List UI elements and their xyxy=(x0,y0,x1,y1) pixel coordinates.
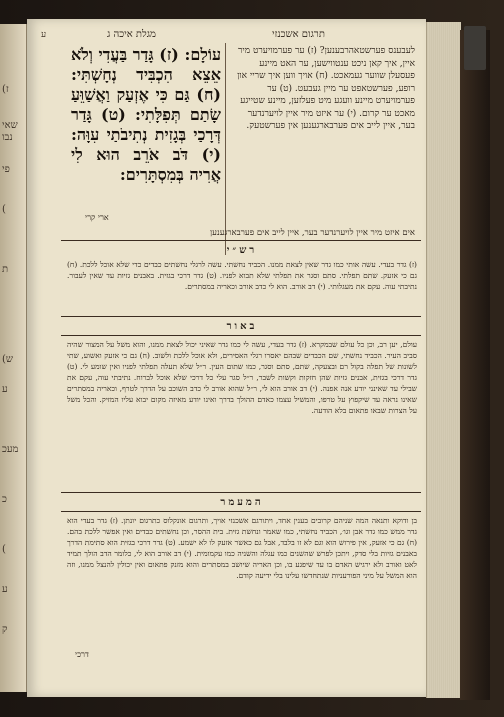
left-fragment: ק xyxy=(2,624,8,635)
left-fragment: ( xyxy=(2,544,6,555)
left-fragment: ת xyxy=(2,264,9,275)
rule xyxy=(61,335,421,336)
running-head-right: תרגום אשכנזי xyxy=(272,29,325,40)
verse-text: עוֹלָם: (ז) גָּדַר בַּעֲדִי וְלֹא אֵצֵא הִכְבִּיד נְחָשְׁתִּי: (ח) גַּם כִּי אֶזְעַק וַאֲשַׁוֵּעַ שָׂתַם תְּפִלָּתִי: (ט) גָּדַר דְּרָכַי בְּגָזִית נְתִיבֹתַי עִוָּה: (י) דֹּב אֹרֵב הוּא לִי אֲרִיה בְּמִסְתָּרִים: xyxy=(71,45,221,184)
targum-text: לעבענס פערשטאהרבענען? (ז) ער פערמויערט מיר איין, איך קאן ניכט ענטווישען, ער האט מיינע פעסעלן שווער געמאכט. (ח) אויך ווען איך שריי און רופע, פערשטאפט ער מיין געבעט. (ט) ער פערמויערט מיינע וועגע מיט פעלזען, מיינע שטייגע מאכט ער קרום. (י) ער איזט מיר איין לויערנדער בער, איין לייב אים פערבארגענען אין פערשטעק. xyxy=(237,46,415,131)
rashi-title: רש״י xyxy=(226,245,258,256)
left-fragment: ע xyxy=(2,384,8,395)
left-fragment: מעכ xyxy=(2,444,19,455)
left-fragment: נבו xyxy=(2,132,13,143)
catchword: דרכי xyxy=(75,650,89,659)
left-fragment: פי xyxy=(2,164,10,175)
rashi-text: (ז) גדר בעדי. עשה אותי כמו גדר שאין לצאת ממנו. הכביד נחשתי. עשה לרגלי נחשתים כבדים כדי שלא אוכל ללכת. (ח) גם כי אזעק. שתם תפלתי. סתם וסגר את תפלתי שלא תבוא לפניו. (ט) גדר דרכי בגזית. באבנים גזיות עד שאין לעבור. נתיבתי עוה. עקם את מעגלותי. (י) דב אורב. הוא לי כדב אורב וכאריה במסתרים. xyxy=(67,260,417,291)
hameamer-title: המעמר xyxy=(220,497,264,508)
hameamer-text: בן ודוקא ותנאה המה שניהם קרובים בענין אחד, ויתורגם אשכנזי אויך, ותרגום אונקלוס כתרגום יונתן. (ז) גדר בעדי הוא גדר ממש כמו גדר אבן וגו׳, הכביד נחשתי, כמו שאמר ונחשת גזית. בית ההסר, וכן נחשתים כבדים ואין אפשר ללכת בהם. (ח) גם כי אזעק, אין פירוש הוא וגם לא זו בלבד, אבל גם כאשר אזעק לו לא ישמע. (ט) גדר דרכי בגזית הוא סתימת הדרך באבנים גזיות בלי סדק, ויתכן לפרש שהשנים כמו עגלה והשניה כמו עקמומית. (י) דב אורב הוא לי, כלומר הדב הולך תמיד לאט ואורב ולא ירגיש האדם בו עד שיפגע בו, וכן האריה שיושב במסתרים והוא מזנק פתאום ואין יכולין להנצל ממנו, וזה הוא המשל על מיני הפורעניות שנתחדשו עלינו בלי ידיעה קודם. xyxy=(67,516,417,580)
biur-title: באור xyxy=(226,321,258,332)
left-fragment: ע xyxy=(2,584,8,595)
targum-column xyxy=(232,45,415,255)
bookmark-tab xyxy=(464,26,486,70)
left-fragment: כ xyxy=(2,494,7,505)
book-page xyxy=(27,19,426,697)
translation-continuation: אים איזט מיר איין לויערנדער בער, איין לייב אים פערבארגענען xyxy=(210,228,415,238)
rule xyxy=(61,492,421,493)
left-fragment: שאי xyxy=(2,120,18,131)
running-head-left: מגלת איכה ג xyxy=(107,29,156,40)
rule xyxy=(61,511,421,512)
page-stack-edge xyxy=(426,22,461,698)
page-number: ע xyxy=(41,30,47,40)
book-cover-edge xyxy=(460,30,490,700)
kri-note: ארי קרי xyxy=(85,213,109,222)
left-page-edge xyxy=(0,24,27,692)
biur-text: עולם, יען רב, וכן כל עולם שבמקרא. (ז) גדר בעדי, עשה לי כמו גדר שאיני יכול לצאת ממנו, והוא משל על המצור שהיה סביב העיר. הכביד נחשתי, שם הכבדים שבהם יאסרו רגלי האסירים, ולא אוכל ללכת ולשוב. (ח) גם כי אזעק ואשוע, שתי לשונות של תפלה בקול רם ובצעקה, שתם, סתם וסגר, כמו שתום העין. ר״ל שלא תעלה תפלתי לפניו ואין שומע לי. (ט) גדר דרכי בגזית, אבנים גזיות שהן חזקות וקשות לשבר, ר״ל סגר עלי כל דרכי שלא אוכל לברוח. נתיבתי עוה, עקם את שבילי עד שאינני יודע אנה אפנה. (י) דב אורב הוא לי, ר״ל שהוא אורב לי כדב השוכב על הדרך לטרף, וכאריה במסתרים שאינו נראה עד שיקפוץ על טרפו, והמשיל עצמו כאדם ההולך בדרך ואינו יודע מאיזה מקום יבוא עליו המזיק. והכל משל על הצרות שבאו פתאום בלא הודעה. xyxy=(67,340,417,415)
column-divider xyxy=(225,43,226,255)
left-fragment: (ש xyxy=(2,354,13,365)
rule xyxy=(61,316,421,317)
left-fragment: (ז xyxy=(2,84,9,95)
left-fragment: ( xyxy=(2,204,6,215)
rule xyxy=(61,240,421,241)
